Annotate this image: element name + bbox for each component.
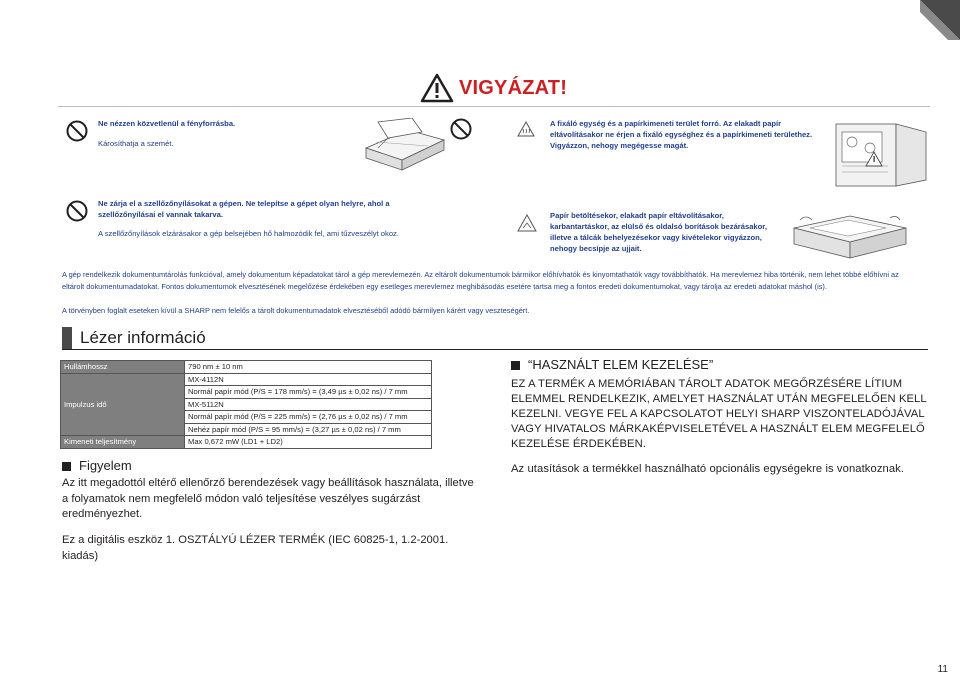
laser-class-text: Ez a digitális eszköz 1. OSZTÁLYÚ LÉZER TERMÉK (IEC 60825-1, 1.2-2001. kiadás) bbox=[62, 534, 449, 562]
pulse-time-value: MX-5112N bbox=[185, 398, 432, 411]
warning-triangle-icon bbox=[420, 73, 454, 103]
section-marker bbox=[62, 327, 72, 349]
pulse-time-value: Nehéz papír mód (P/S = 95 mm/s) = (3,27 µs ± 0,02 ns) / 7 mm bbox=[185, 423, 432, 436]
liability-notice-paragraph: A törvényben foglalt eseteken kívül a SHARP nem felelős a tárolt dokumentumadatok elvesztéséből adódó bármilyen kárért vagy veszteségért. bbox=[62, 306, 530, 315]
table-row bbox=[61, 361, 432, 374]
scanner-illustration bbox=[358, 118, 448, 174]
attention-text: Az itt megadottól eltérő ellenőrző berendezések vagy beállítások használata, illetve a folyamatok nem megfelelő módon való teljesítése veszélyes sugárzást eredményezhet. bbox=[62, 477, 474, 520]
paper-tray-illustration bbox=[790, 208, 910, 264]
laser-section-title: Lézer információ bbox=[80, 328, 206, 347]
prohibition-icon bbox=[66, 200, 88, 222]
attention-heading bbox=[62, 458, 132, 473]
battery-disposal-text: EZ A TERMÉK A MEMÓRIÁBAN TÁROLT ADATOK MEGŐRZÉSÉRE LÍTIUM ELEMMEL RENDELKEZIK, AMELYET HASZNÁLAT UTÁN MEGFELELŐEN KELL KEZELNI. VEGYE FEL A KAPCSOLATOT HELYI SHARP VISZONTELADÓJÁVAL VAGY HIVATALOS MÁRKAKÉPVISELETÉVEL A HASZNÁLT ELEM MEGFELELŐ KEZELÉSE ÉRDEKÉBEN. bbox=[511, 378, 927, 450]
hot-surface-warning-icon bbox=[517, 121, 535, 137]
pulse-time-value: Normál papír mód (P/S = 225 mm/s) = (2,76 µs ± 0,02 ns) / 7 mm bbox=[185, 411, 432, 424]
warning-vent-title: Ne zárja el a szellőzőnyílásokat a gépen. Ne telepítse a gépet olyan helyre, ahol a szellőzőnyílásai el vannak takarva. bbox=[98, 199, 390, 219]
page-corner-decoration bbox=[920, 0, 960, 40]
table-row bbox=[61, 436, 432, 449]
divider bbox=[58, 106, 930, 107]
section-divider bbox=[62, 349, 928, 350]
pulse-time-value: MX-4112N bbox=[185, 373, 432, 386]
storage-notice-paragraph: A gép rendelkezik dokumentumtárolás funkcióval, amely dokumentum képadatokat tárol a gép merevlemezén. Az eltárolt dokumentumok bármikor előhívhatók és kinyomtathatók vagy továbbíthatók. Ha merevlemez hiba történik, nem lehet többé előhívni az eltárolt dokumentumadatokat. Fontos dokumentumok elvesztésének megelőzése érdekében egy esetleges merevlemez meghibásodás esetére tartsa meg a fontos eredeti dokumentumokat, vagy tárolja az eredeti adatokat máshol (is). bbox=[62, 270, 899, 292]
pinch-warning-icon bbox=[517, 214, 537, 232]
pulse-time-value: Normál papír mód (P/S = 178 mm/s) = (3,49 µs ± 0,02 ns) / 7 mm bbox=[185, 386, 432, 399]
battery-heading bbox=[511, 357, 713, 372]
warning-light-text: Károsíthatja a szemét. bbox=[98, 139, 174, 148]
page-number: 11 bbox=[937, 664, 948, 675]
bullet-square-icon bbox=[511, 361, 520, 370]
warning-light-title: Ne nézzen közvetlenül a fényforrásba. bbox=[98, 119, 236, 128]
fuser-illustration bbox=[828, 118, 930, 190]
output-power-value: Max 0,672 mW (LD1 + LD2) bbox=[185, 436, 432, 449]
warning-vent-text: A szellőzőnyílások elzárásakor a gép belsejében hő halmozódik fel, ami tűzveszélyt okoz. bbox=[98, 229, 399, 238]
caution-header bbox=[420, 72, 567, 104]
laser-spec-table bbox=[60, 360, 432, 449]
pulse-time-label: Impulzus idő bbox=[61, 373, 185, 436]
output-power-label: Kimeneti teljesítmény bbox=[61, 436, 185, 449]
optional-units-note: Az utasítások a termékkel használható opcionális egységekre is vonatkoznak. bbox=[511, 463, 905, 475]
warning-hot-text: A fixáló egység és a papírkimeneti terület forró. Az elakadt papír eltávolításakor ne érjen a fixáló egységhez és a papírkimeneti területhez. Vigyázzon, nehogy megégesse magát. bbox=[550, 119, 813, 150]
battery-title: “HASZNÁLT ELEM KEZELÉSE” bbox=[528, 357, 714, 372]
wavelength-value: 790 nm ± 10 nm bbox=[185, 361, 432, 374]
table-row bbox=[61, 373, 432, 386]
prohibition-icon bbox=[450, 118, 472, 140]
caution-title: VIGYÁZAT! bbox=[459, 76, 568, 99]
warning-pinch-text: Papír betöltésekor, elakadt papír eltávolításakor, karbantartáskor, az elülső és oldalsó borítások bezárásakor, illetve a tálcák behelyezésekor vagy kivételekor vigyázzon, nehogy becsípje az ujjait. bbox=[550, 211, 767, 253]
wavelength-label: Hullámhossz bbox=[61, 361, 185, 374]
attention-title: Figyelem bbox=[79, 458, 132, 473]
prohibition-icon bbox=[66, 120, 88, 142]
bullet-square-icon bbox=[62, 462, 71, 471]
